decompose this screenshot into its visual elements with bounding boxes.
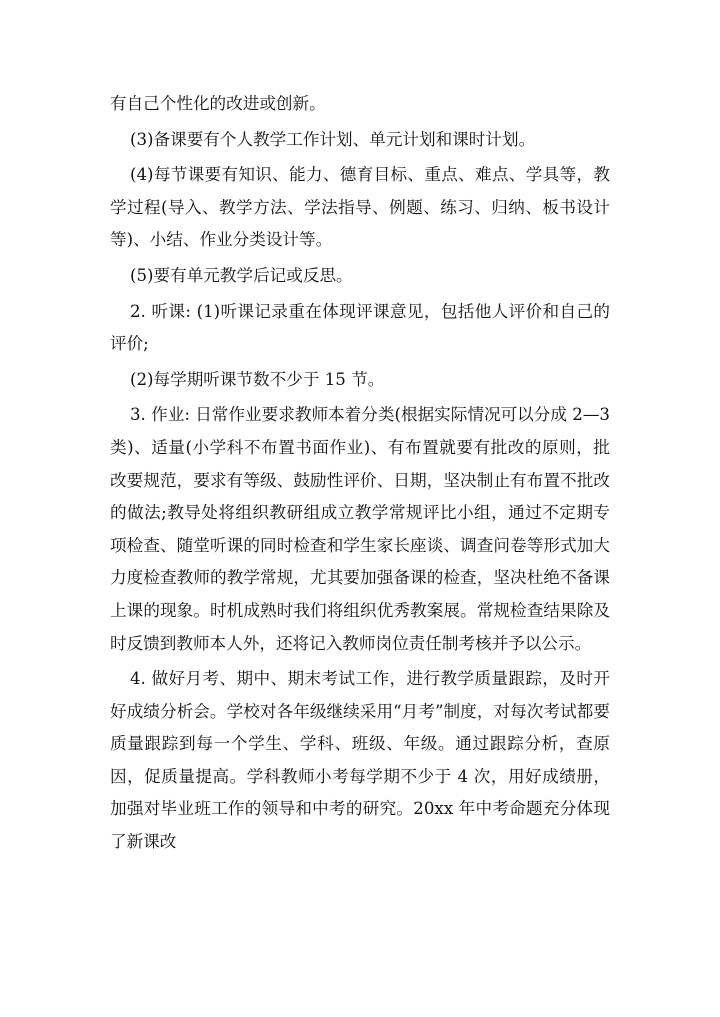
paragraph-lesson-plan-requirements: (3)备课要有个人教学工作计划、单元计划和课时计划。 [130,129,536,149]
paragraph-observation-count: (2)每学期听课节数不少于 15 节。 [130,369,385,389]
paragraph-homework: 3. 作业: 日常作业要求教师本着分类(根据实际情况可以分成 2—3 类)、适量(小学科不布置书面作业)、有布置就要有批改的原则，批改要规范，要求有等级、鼓励性评价、日期，坚决制止有布置不批改的做法;教导处将组织教研组成立教学常规评比小组，通过不定期专项检查、随堂听课的同时检查和学生家长座谈、调查问卷等形式加大力度检查教师的教学常规，尤其要加强备课的检查，坚决杜绝不备课上课的现象。时机成熟时我们将组织优秀教案展。常规检查结果除及时反馈到教师本人外，还将记入教师岗位责任制考核并予以公示。 [110,405,610,653]
paragraph-unit-reflection: (5)要有单元教学后记或反思。 [130,265,353,285]
document-body [110,88,610,862]
paragraph-exams: 4. 做好月考、期中、期末考试工作，进行教学质量跟踪，及时开好成绩分析会。学校对各年级继续采用“月考”制度，对每次考试都要质量跟踪到每一个学生、学科、班级、年级。通过跟踪分析，查原因，促质量提高。学科教师小考每学期不少于 4 次，用好成绩册，加强对毕业班工作的领导和中考的研究。20xx 年中考命题充分体现了新课改 [110,669,610,852]
paragraph-continuation: 有自己个性化的改进或创新。 [110,94,326,113]
paragraph-lesson-observation: 2. 听课: (1)听课记录重在体现评课意见，包括他人评价和自己的评价; [110,301,610,354]
paragraph-class-preparation-content: (4)每节课要有知识、能力、德育目标、重点、难点、学具等，教学过程(导入、教学方法、学法指导、例题、练习、归纳、板书设计等)、小结、作业分类设计等。 [110,165,610,250]
